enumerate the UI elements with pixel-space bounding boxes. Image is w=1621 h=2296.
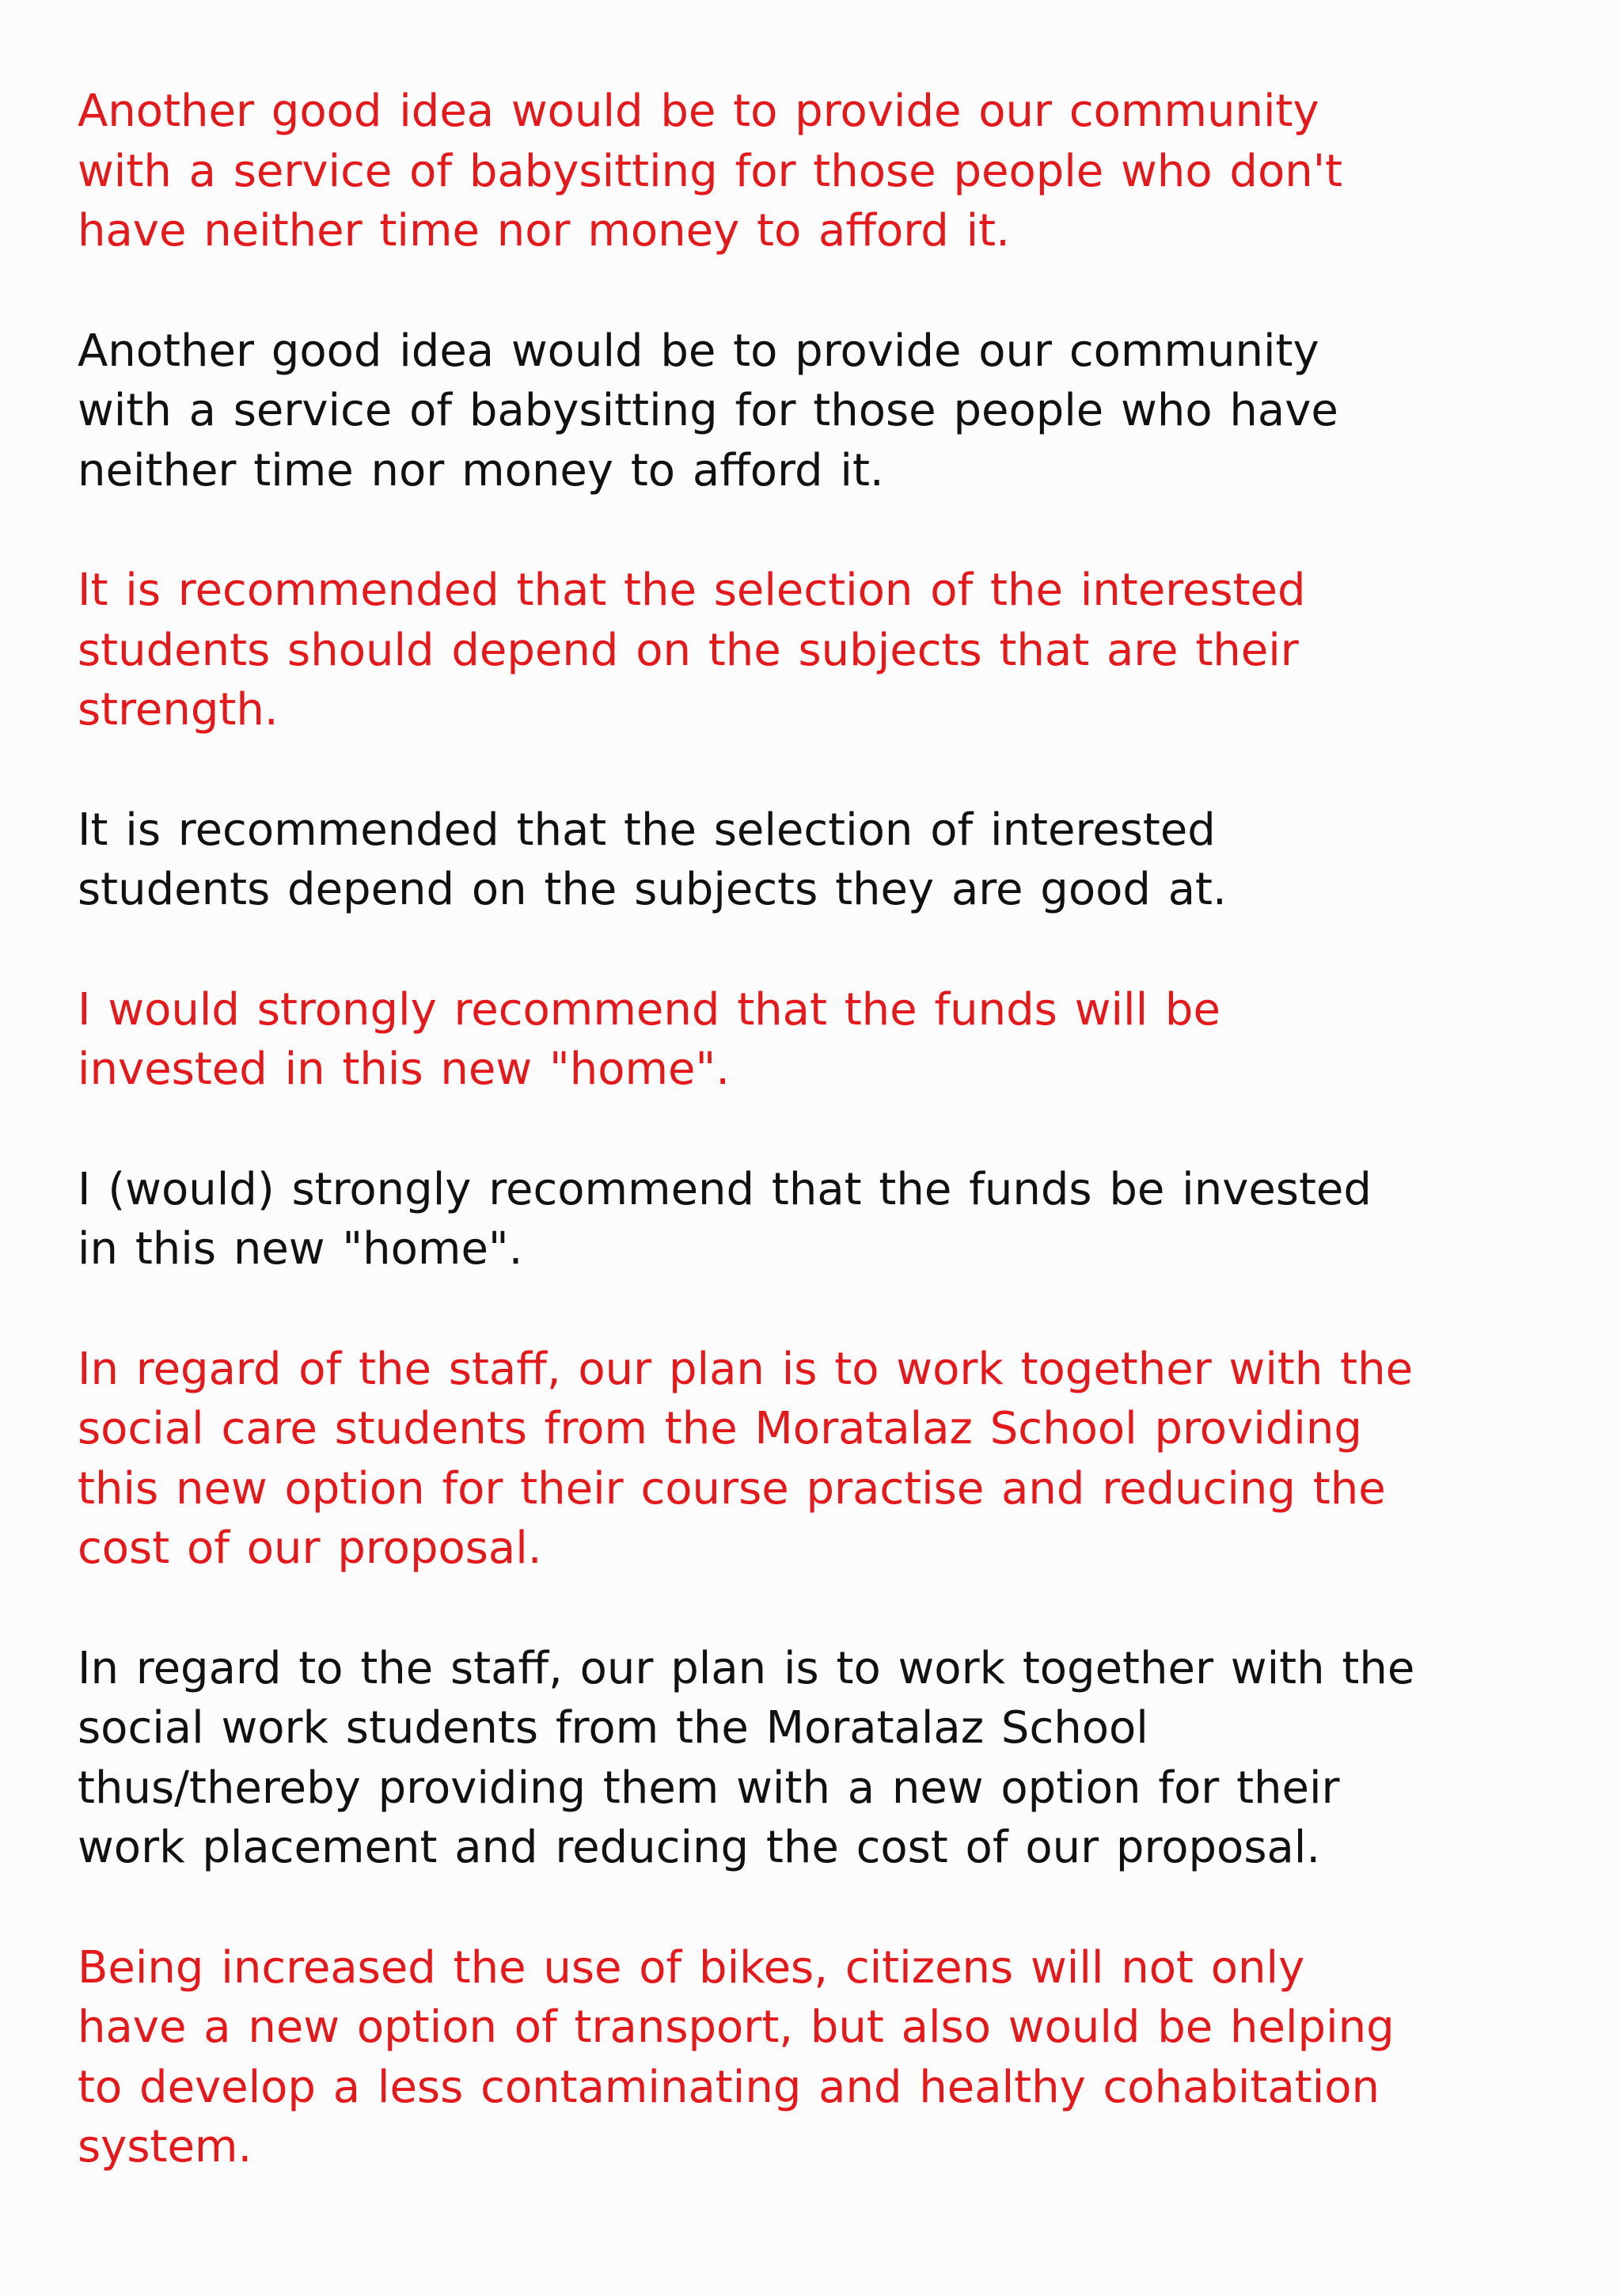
corrected-sentence-selection: It is recommended that the selection of interested students depend on the subjects they are good at. [78,804,1227,915]
corrected-sentence-funds: I (would) strongly recommend that the funds be invested in this new "home". [78,1163,1372,1275]
document-body [78,82,1581,2237]
original-sentence-bikes: Being increased the use of bikes, citizens will not only have a new option of transport, but also would be helping to develop a less contaminating and healthy cohabitation system. [78,1941,1395,2172]
corrected-sentence-staff: In regard to the staff, our plan is to work together with the social work students from the Moratalaz School thus/thereby providing them with a new option for their work placement and reducing the cost of our proposal. [78,1642,1415,1873]
original-sentence-staff: In regard of the staff, our plan is to work together with the social care students from the Moratalaz School providing this new option for their course practise and reducing the cost of our proposal. [78,1343,1414,1574]
original-sentence-babysitting: Another good idea would be to provide our community with a service of babysitting for those people who don't have neither time nor money to afford it. [78,86,1343,257]
corrected-sentence-babysitting: Another good idea would be to provide our community with a service of babysitting for those people who have neither time nor money to afford it. [78,325,1338,496]
original-sentence-funds: I would strongly recommend that the funds will be invested in this new "home". [78,983,1220,1095]
original-sentence-selection: It is recommended that the selection of the interested students should depend on the subjects that are their strength. [78,564,1306,736]
